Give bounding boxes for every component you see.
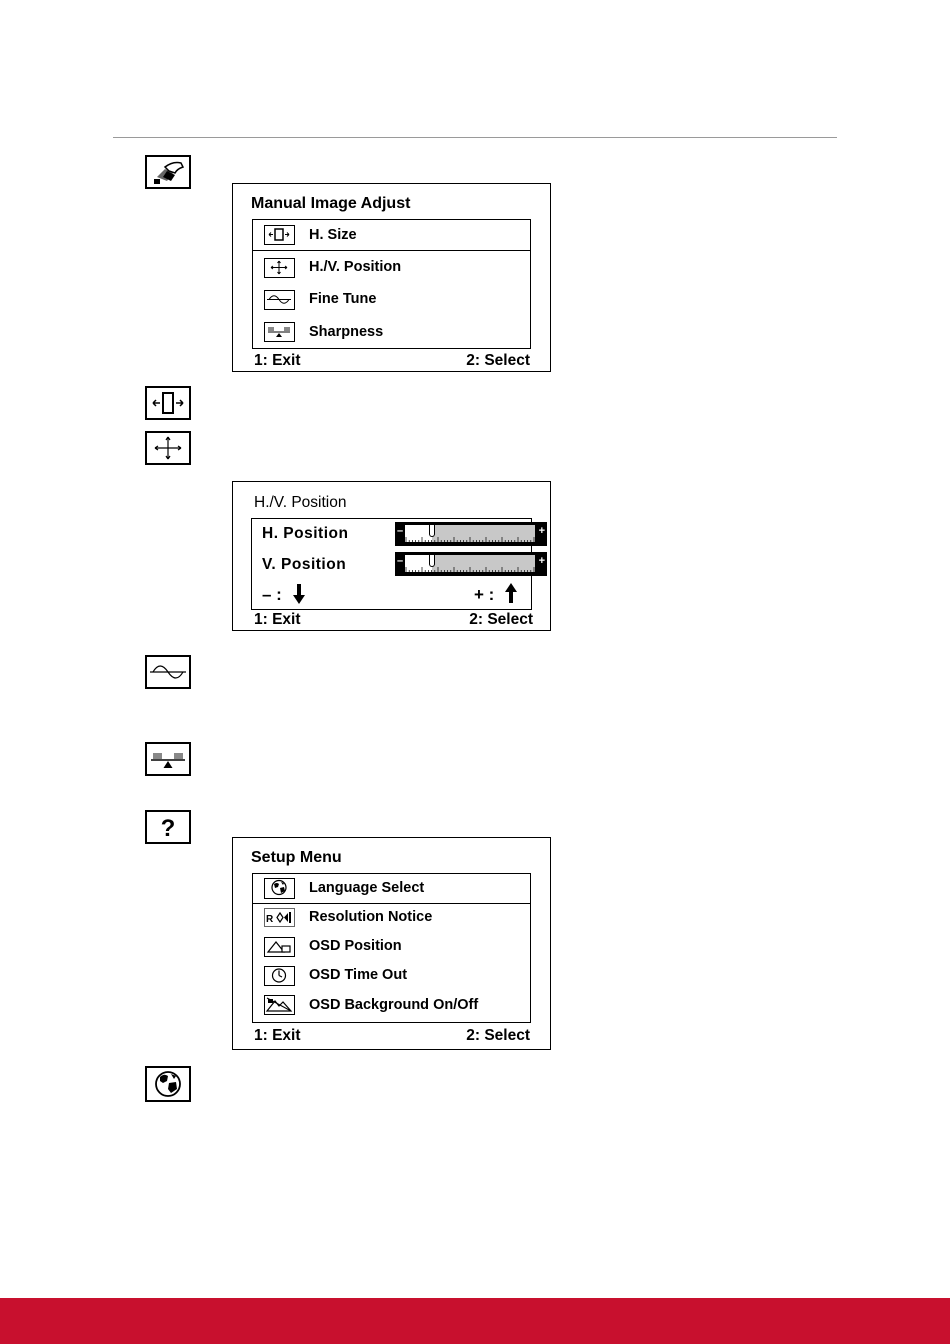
h-position-slider[interactable] [395, 522, 547, 546]
menu-item-label: H./V. Position [309, 259, 402, 275]
exit-hint: 1: Exit [254, 1027, 301, 1044]
osd-title: Manual Image Adjust [251, 195, 411, 212]
globe-icon [145, 1066, 191, 1102]
menu-item-label: Fine Tune [309, 291, 377, 307]
decrease-mark: – [397, 555, 404, 567]
hv-position-osd [232, 481, 551, 631]
decrease-mark: – [397, 525, 404, 537]
hv-position-icon [145, 431, 191, 465]
menu-item-osd-position[interactable] [253, 933, 529, 962]
menu-item-hv-position[interactable] [253, 253, 529, 285]
v-position-label: V. Position [262, 556, 347, 573]
footer-band [0, 1298, 950, 1344]
osd-background-icon [264, 995, 295, 1015]
osd-title: Setup Menu [251, 849, 342, 866]
svg-text:R: R [266, 914, 274, 925]
clock-icon [264, 966, 295, 986]
menu-item-label: OSD Background On/Off [309, 997, 479, 1013]
globe-icon [264, 878, 295, 899]
fine-tune-icon [264, 290, 295, 310]
fine-tune-icon [145, 655, 191, 689]
menu-item-fine-tune[interactable] [253, 285, 529, 317]
increase-hint: + : [474, 585, 495, 604]
slider-ticks [405, 565, 535, 573]
select-hint: 2: Select [466, 352, 530, 369]
sharpness-icon [264, 322, 295, 342]
decrease-hint: – : [262, 585, 282, 604]
menu-item-language-select[interactable] [252, 873, 531, 904]
menu-item-label: OSD Time Out [309, 967, 408, 983]
h-size-icon [264, 225, 295, 245]
slider-ticks [405, 535, 535, 543]
menu-item-osd-background[interactable] [253, 991, 529, 1022]
hv-position-icon [264, 258, 295, 278]
increase-mark: + [538, 525, 545, 537]
menu-item-resolution-notice[interactable] [253, 904, 529, 933]
osd-position-icon [264, 937, 295, 957]
down-arrow-icon [292, 583, 306, 605]
setup-menu-osd [232, 837, 551, 1050]
exit-hint: 1: Exit [254, 352, 301, 369]
h-size-icon [145, 386, 191, 420]
position-panel [251, 518, 545, 610]
sharpness-icon [145, 742, 191, 776]
resolution-notice-icon [264, 908, 295, 927]
osd-title: H./V. Position [254, 494, 347, 511]
question-mark-icon [145, 810, 191, 844]
manual-image-adjust-icon [145, 155, 191, 189]
select-hint: 2: Select [469, 611, 533, 628]
osd-menu-list [252, 873, 531, 1023]
increase-mark: + [538, 555, 545, 567]
menu-item-h-size[interactable] [252, 219, 531, 251]
exit-hint: 1: Exit [254, 611, 301, 628]
menu-item-label: Language Select [309, 880, 425, 896]
up-arrow-icon [504, 582, 518, 604]
header-rule [113, 137, 837, 138]
h-position-label: H. Position [262, 525, 349, 542]
v-position-slider[interactable] [395, 552, 547, 576]
menu-item-label: H. Size [309, 227, 357, 243]
menu-item-label: Resolution Notice [309, 909, 433, 925]
menu-item-label: Sharpness [309, 324, 384, 340]
menu-item-osd-time-out[interactable] [253, 962, 529, 991]
menu-item-sharpness[interactable] [253, 317, 529, 349]
svg-text:?: ? [160, 815, 176, 842]
slider-track [405, 555, 535, 573]
select-hint: 2: Select [466, 1027, 530, 1044]
osd-menu-list [252, 219, 531, 349]
manual-image-adjust-osd [232, 183, 551, 372]
menu-item-label: OSD Position [309, 938, 402, 954]
slider-track [405, 525, 535, 543]
